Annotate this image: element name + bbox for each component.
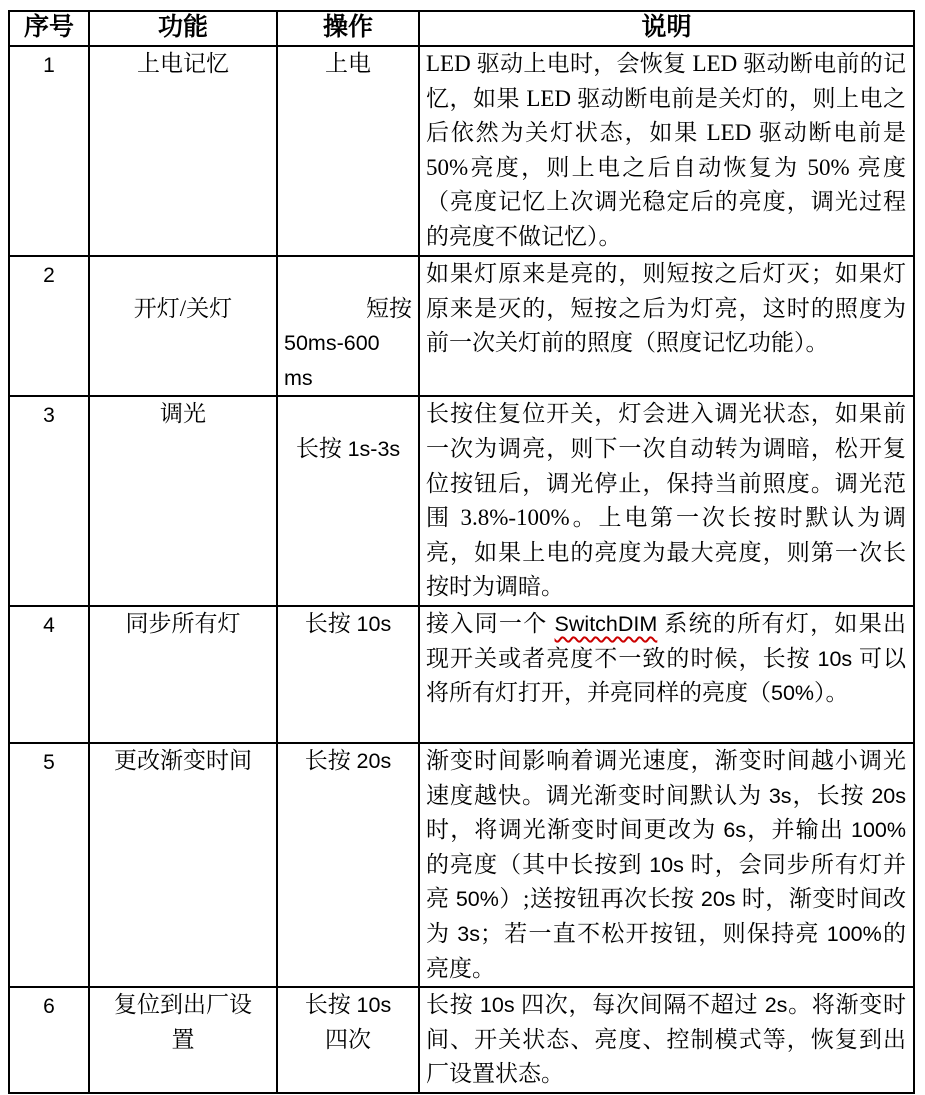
cell-description: LED 驱动上电时，会恢复 LED 驱动断电前的记忆，如果 LED 驱动断电前是关灯的，则上电之后依然为关灯状态，如果 LED 驱动断电前是 50%亮度，则上电之后自动恢复为 50% 亮度（亮度记忆上次调光稳定后的亮度，调光过程的亮度不做记忆）。 xyxy=(419,46,914,256)
column-header-operation: 操作 xyxy=(277,11,419,46)
latin-text: 20s xyxy=(871,783,907,808)
latin-text: 10s xyxy=(356,611,392,636)
cell-operation xyxy=(277,256,419,396)
cell-function xyxy=(89,46,277,256)
cell-line: 短按 xyxy=(366,295,412,321)
latin-text: ms xyxy=(284,365,313,390)
table-row xyxy=(9,396,914,606)
latin-text: 6s xyxy=(723,818,747,843)
cell-line xyxy=(284,257,412,292)
latin-text: 20s xyxy=(700,887,736,912)
cell-index: 3 xyxy=(9,396,89,606)
cell-line: 长按 20s xyxy=(304,747,392,773)
table-row xyxy=(9,46,914,256)
cell-line: 更改渐变时间 xyxy=(114,747,252,773)
cell-function xyxy=(89,987,277,1093)
cell-description: 如果灯原来是亮的，则短按之后灯灭；如果灯原来是灭的，短按之后为灯亮，这时的照度为前一次关灯前的照度（照度记忆功能）。 xyxy=(419,256,914,396)
header-row xyxy=(9,11,914,46)
cell-line: 置 xyxy=(171,1026,195,1052)
cell-index: 5 xyxy=(9,743,89,987)
latin-text: 10s xyxy=(479,993,515,1018)
cell-operation xyxy=(277,606,419,743)
function-table xyxy=(8,10,915,1094)
cell-line xyxy=(284,361,412,396)
cell-function xyxy=(89,256,277,396)
cell-index: 4 xyxy=(9,606,89,743)
column-header-description: 说明 xyxy=(419,11,914,46)
cell-line xyxy=(284,397,412,432)
latin-text: 1s-3s xyxy=(347,436,401,461)
cell-line xyxy=(284,326,412,361)
cell-line: 四次 xyxy=(325,1026,371,1052)
cell-operation xyxy=(277,396,419,606)
latin-text: 3s xyxy=(768,783,792,808)
cell-line: 上电 xyxy=(325,51,371,76)
cell-line: 长按 1s-3s xyxy=(295,435,401,461)
cell-description: 渐变时间影响着调光速度，渐变时间越小调光速度越快。调光渐变时间默认为 3s，长按 20s 时，将调光渐变时间更改为 6s，并输出 100%的亮度（其中长按到 10s 时，会同步所有灯并亮 50%）;送按钮再次长按 20s 时，渐变时间改为 3s；若一直不松开按钮，则保持亮 100%的亮度。 xyxy=(419,743,914,987)
cell-operation xyxy=(277,987,419,1093)
cell-line: 上电记忆 xyxy=(137,51,229,76)
latin-text: 3s xyxy=(457,921,480,946)
column-header-index: 序号 xyxy=(9,11,89,46)
cell-function xyxy=(89,743,277,987)
latin-text: 10s xyxy=(817,646,853,671)
column-header-function: 功能 xyxy=(89,11,277,46)
cell-line: 长按 10s xyxy=(304,610,392,636)
misspelled-word: SwitchDIM xyxy=(554,611,658,636)
cell-line: 复位到出厂设 xyxy=(114,992,252,1018)
cell-line: 同步所有灯 xyxy=(125,610,241,636)
table-row xyxy=(9,256,914,396)
cell-line: 开灯/关灯 xyxy=(133,295,233,321)
table-row xyxy=(9,987,914,1093)
cell-index: 6 xyxy=(9,987,89,1093)
latin-text: 2s xyxy=(764,993,788,1018)
cell-function xyxy=(89,396,277,606)
cell-line: 长按 10s xyxy=(304,992,392,1018)
latin-text: 50ms-600 xyxy=(284,331,380,356)
latin-text: 20s xyxy=(356,748,392,773)
latin-text: 100% xyxy=(826,921,882,946)
cell-description: 长按 10s 四次，每次间隔不超过 2s。将渐变时间、开关状态、亮度、控制模式等，恢复到出厂设置状态。 xyxy=(419,987,914,1093)
cell-index: 1 xyxy=(9,46,89,256)
cell-function xyxy=(89,606,277,743)
cell-operation xyxy=(277,743,419,987)
cell-description: 接入同一个 SwitchDIM 系统的所有灯，如果出现开关或者亮度不一致的时候，长按 10s 可以将所有灯打开，并亮同样的亮度（50%）。 xyxy=(419,606,914,743)
table-body xyxy=(9,46,914,1093)
cell-operation xyxy=(277,46,419,256)
latin-text: 10s xyxy=(649,852,684,877)
table-row xyxy=(9,606,914,743)
latin-text: 50% xyxy=(771,681,815,706)
latin-text: 10s xyxy=(356,993,392,1018)
latin-text: 50% xyxy=(455,887,499,912)
latin-text: 100% xyxy=(851,818,907,843)
cell-line: 调光 xyxy=(160,401,206,427)
table-row xyxy=(9,743,914,987)
cell-line xyxy=(96,257,270,292)
cell-index: 2 xyxy=(9,256,89,396)
cell-description: 长按住复位开关，灯会进入调光状态，如果前一次为调亮，则下一次自动转为调暗，松开复位按钮后，调光停止，保持当前照度。调光范围 3.8%-100%。上电第一次长按时默认为调亮，如果上电的亮度为最大亮度，则第一次长按时为调暗。 xyxy=(419,396,914,606)
